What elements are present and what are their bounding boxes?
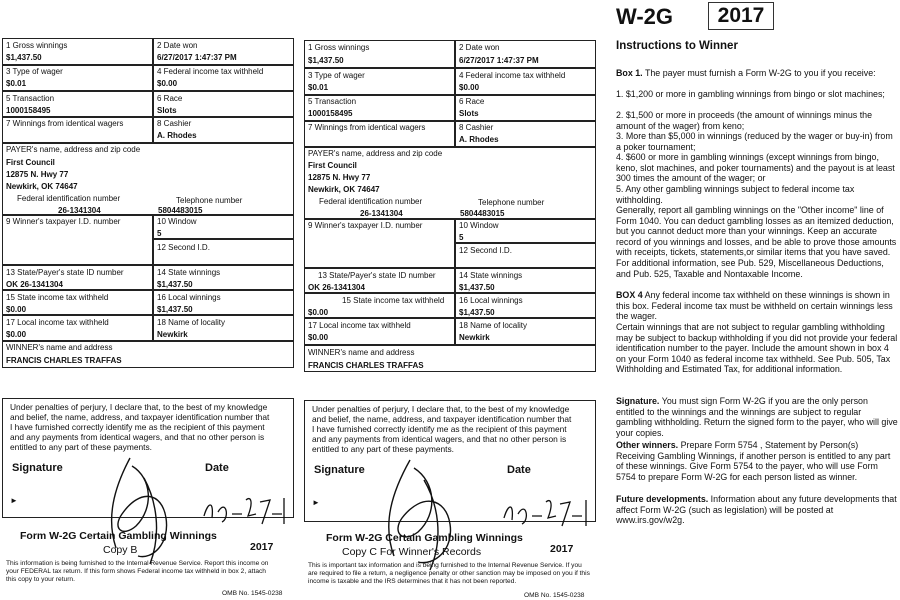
divider [2,314,294,316]
perjury-declaration: Under penalties of perjury, I declare that, to the best of my knowledge and belief, the name, address, and taxpayer identification number that I have furnished correctly identify me as the recipient of this payment and any payments from identical wagers, and that no other person is entitled to any part of these payments. [312,404,572,454]
date-signed-label: Date [205,462,229,474]
divider [304,344,596,346]
date-won-value: 6/27/2017 1:47:37 PM [459,56,539,65]
signature-paragraph [616,396,898,438]
divider [2,64,294,66]
payer-name: First Council [6,158,55,167]
divider [2,142,294,144]
transaction-value: 1000158495 [6,106,51,115]
date-won-value: 6/27/2017 1:47:37 PM [157,53,237,62]
divider [2,90,294,92]
divider [2,116,294,118]
winner-name: FRANCIS CHARLES TRAFFAS [6,356,122,365]
wager-type-value: $0.01 [6,79,27,88]
divider [152,238,294,240]
divider [2,214,294,216]
local-tax-label: 17 Local income tax withheld [308,321,411,330]
divider [304,146,596,148]
transaction-label: 5 Transaction [6,94,55,103]
instructions-panel [604,0,900,600]
divider [2,289,294,291]
transaction-value: 1000158495 [308,109,353,118]
divider [304,120,596,122]
signature-label: Signature [314,464,365,476]
federal-id-value: 26-1341304 [360,209,403,218]
payer-city: Newkirk, OK 74647 [6,182,78,191]
instructions-title: Instructions to Winner [616,40,738,52]
federal-id-label: Federal identification number [17,194,121,203]
race-label: 6 Race [459,97,485,106]
box1-heading: Box 1. [616,68,643,78]
state-tax-value: $0.00 [6,305,27,314]
arrow-icon: ► [312,498,320,507]
race-value: Slots [157,106,177,115]
omb-number: OMB No. 1545-0238 [524,592,585,599]
payer-label: PAYER's name, address and zip code [6,145,141,154]
signature-scrawl [364,452,484,572]
winner-label: WINNER's name and address [308,348,415,357]
local-tax-value: $0.00 [308,333,329,342]
payer-label: PAYER's name, address and zip code [308,149,443,158]
date-won-label: 2 Date won [157,41,198,50]
state-id-value: OK 26-1341304 [308,283,365,292]
local-winnings-label: 16 Local winnings [459,296,523,305]
telephone-value: 5804483015 [158,206,203,215]
gross-winnings-value: $1,437.50 [308,56,344,65]
race-label: 6 Race [157,94,183,103]
telephone-label: Telephone number [478,198,545,207]
state-tax-value: $0.00 [308,308,329,317]
local-tax-value: $0.00 [6,330,27,339]
box4-paragraph [616,290,898,322]
second-id-label: 12 Second I.D. [459,246,512,255]
wager-type-value: $0.01 [308,83,329,92]
local-tax-label: 17 Local income tax withheld [6,318,109,327]
wager-type-label: 3 Type of wager [6,67,63,76]
race-value: Slots [459,109,479,118]
form-name: W-2G [616,4,673,29]
box4-text: Any federal income tax withheld on these winnings is shown in this box. Federal income tax must be withheld on certain winnings less the wager. [616,290,893,322]
state-id-label: 13 State/Payer's state ID number [318,271,436,280]
form-title: Form W-2G Certain Gambling Winnings [20,530,217,542]
future-text: Information about any future developments that affect Form W-2G (such as legislation) will be posted at www.irs.gov/w2g. [616,494,897,526]
form-year-box: 2017 [708,2,774,30]
federal-tax-value: $0.00 [459,83,480,92]
identical-wagers-label: 7 Winnings from identical wagers [6,119,124,128]
telephone-value: 5804483015 [460,209,505,218]
divider [304,267,596,269]
state-id-value: OK 26-1341304 [6,280,63,289]
perjury-declaration: Under penalties of perjury, I declare that, to the best of my knowledge and belief, the name, address, and taxpayer identification number that I have furnished correctly identify me as the recipient of this payment and any payments from identical wagers, and that no other person is entitled to any part of these payments. [10,402,270,452]
state-winnings-label: 14 State winnings [157,268,221,277]
list-item: 3. More than $5,000 in winnings (reduced by the wager or buy-in) from a poker tournament; [616,131,893,152]
signature-scrawl [92,448,202,568]
list-item: 5. Any other gambling winnings subject to federal income tax withholding. [616,184,855,205]
other-winners-paragraph [616,440,898,482]
wager-type-label: 3 Type of wager [308,71,365,80]
arrow-icon: ► [10,496,18,505]
state-winnings-value: $1,437.50 [157,280,193,289]
date-won-label: 2 Date won [459,43,500,52]
cashier-value: A. Rhodes [459,135,499,144]
general-paragraph: Generally, report all gambling winnings on the "Other income" line of Form 1040. You can deduct gambling losses as an itemized deduction, but you cannot deduct more than your winnings. Keep an accurate record of you winnings and losses, and be able to prove those amounts with receipts, tickets, statements,or similar items that you have saved. For additional information, see Pub. 529, Miscellaneous Deductions, and Pub. 525, Taxable and Nontaxable Income. [616,205,897,279]
divider [304,218,596,220]
divider [2,340,294,342]
gross-winnings-value: $1,437.50 [6,53,42,62]
date-handwritten [500,490,594,532]
locality-label: 18 Name of locality [157,318,226,327]
date-signed-label: Date [507,464,531,476]
payer-name: First Council [308,161,357,170]
state-tax-label: 15 State income tax withheld [6,293,109,302]
box1-intro [616,68,898,79]
locality-value: Newkirk [459,333,490,342]
future-paragraph [616,494,898,526]
footer-note: This is important tax information and is being furnished to the Internal Revenue Service. If you are required to file a return, a negligence penalty or other sanction may be imposed on you if this income is taxable and the IRS determines that it has not been reported. [308,562,590,585]
federal-id-value: 26-1341304 [58,206,101,215]
copy-label: Copy C For Winner's Records [342,546,482,558]
locality-value: Newkirk [157,330,188,339]
winner-name: FRANCIS CHARLES TRAFFAS [308,361,424,370]
divider [304,292,596,294]
other-winners-heading: Other winners. [616,440,679,450]
window-label: 10 Window [459,221,499,230]
federal-tax-label: 4 Federal income tax withheld [157,67,264,76]
locality-label: 18 Name of locality [459,321,528,330]
window-value: 5 [459,233,464,242]
federal-id-label: Federal identification number [319,197,423,206]
telephone-label: Telephone number [176,196,243,205]
federal-tax-value: $0.00 [157,79,178,88]
date-handwritten [200,488,292,530]
payer-street: 12875 N. Hwy 77 [6,170,69,179]
signature-heading: Signature. [616,396,660,406]
backup-paragraph: Certain winnings that are not subject to regular gambling withholding may be subject to backup withholding if you did not provide your federal identification number to the payer. Include the amount shown in box 4 on your Form 1040 as federal income tax withheld. See Pub. 505, Tax Withholding and Estimated Tax, for additional information. [616,322,898,375]
footer-note: This information is being furnished to the Internal Revenue Service. Report this income on your FEDERAL tax return. If this form shows Federal income tax withheld in box 2, attach this copy to your return. [6,560,269,583]
local-winnings-value: $1,437.50 [157,305,193,314]
payer-city: Newkirk, OK 74647 [308,185,380,194]
divider [304,317,596,319]
list-item: 4. $600 or more in gambling winnings (except winnings from bingo, keno, slot machines, and poker tournaments) and the payout is at least 300 times the amount of the wager; or [616,152,895,184]
local-winnings-label: 16 Local winnings [157,293,221,302]
form-title: Form W-2G Certain Gambling Winnings [326,532,523,544]
divider [454,40,456,146]
state-winnings-value: $1,437.50 [459,283,495,292]
winner-tin-label: 9 Winner's taxpayer I.D. number [6,217,121,226]
form-year: 2017 [250,541,274,553]
cashier-label: 8 Cashier [459,123,494,132]
transaction-label: 5 Transaction [308,97,357,106]
window-label: 10 Window [157,217,197,226]
gross-winnings-label: 1 Gross winnings [308,43,370,52]
cashier-label: 8 Cashier [157,119,192,128]
box4-heading: BOX 4 [616,290,643,300]
divider [152,214,154,340]
state-winnings-label: 14 State winnings [459,271,523,280]
gross-winnings-label: 1 Gross winnings [6,41,68,50]
list-item: 2. $1,500 or more in proceeds (the amount of winnings minus the amount of the wager) from keno; [616,110,873,131]
payer-street: 12875 N. Hwy 77 [308,173,371,182]
divider [454,218,456,344]
copy-label: Copy B [103,544,138,556]
divider [152,38,154,142]
form-copy-b [0,0,298,600]
state-id-label: 13 State/Payer's state ID number [6,268,124,277]
box1-intro-text: The payer must furnish a Form W-2G to you if you receive: [642,68,876,78]
divider [2,264,294,266]
winner-label: WINNER's name and address [6,343,113,352]
federal-tax-label: 4 Federal income tax withheld [459,71,566,80]
signature-label: Signature [12,462,63,474]
cashier-value: A. Rhodes [157,131,197,140]
state-tax-label: 15 State income tax withheld [342,296,445,305]
form-year: 2017 [550,543,574,555]
winner-tin-label: 9 Winner's taxpayer I.D. number [308,221,423,230]
divider [304,67,596,69]
identical-wagers-label: 7 Winnings from identical wagers [308,123,426,132]
window-value: 5 [157,229,162,238]
future-heading: Future developments. [616,494,709,504]
local-winnings-value: $1,437.50 [459,308,495,317]
form-copy-c [302,0,598,600]
list-item: 1. $1,200 or more in gambling winnings from bingo or slot machines; [616,89,885,99]
divider [304,94,596,96]
other-winners-text: Prepare Form 5754 , Statement by Person(s) Receiving Gambling Winnings, if another person is entitled to any part of these winnings. Give Form 5754 to the payer, who will use Form 5754 to prepare Form W-2G for each person listed as winner. [616,440,891,482]
omb-number: OMB No. 1545-0238 [222,590,283,597]
signature-text: You must sign Form W-2G if you are the only person entitled to the winnings and the winnings are subject to regular gambling withholding. Return the signed form to the payer, who will give your copies. [616,396,898,438]
second-id-label: 12 Second I.D. [157,243,210,252]
divider [454,242,596,244]
